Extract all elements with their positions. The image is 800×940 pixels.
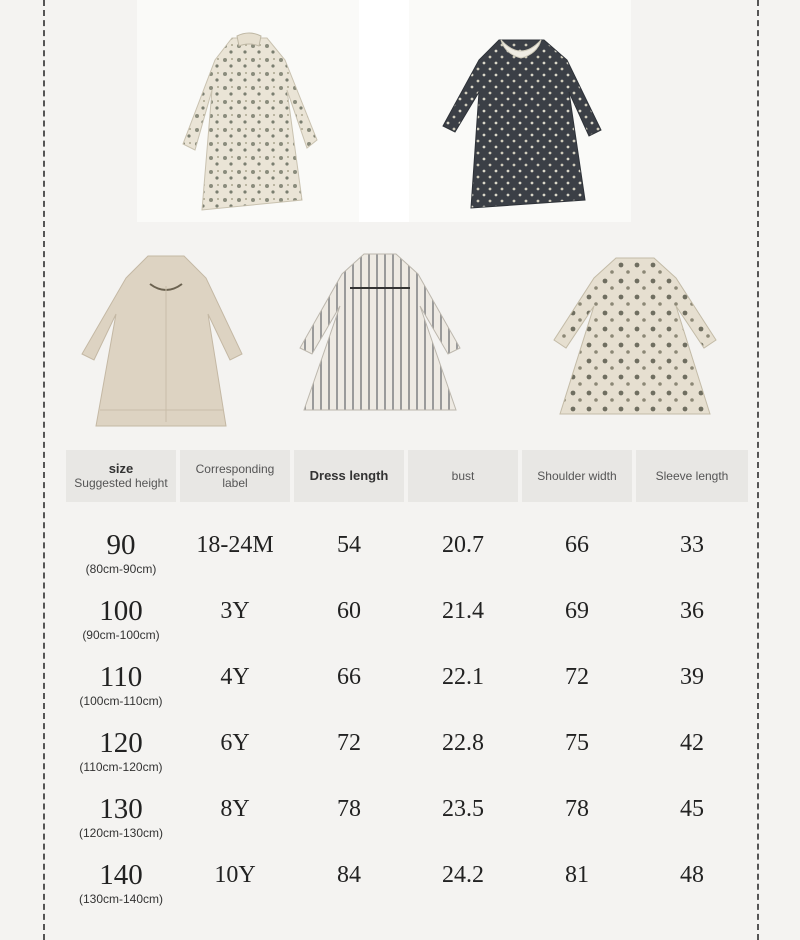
header-sleeve-length <box>636 450 748 502</box>
header-bust <box>408 450 518 502</box>
header-suggested-height: Suggested height <box>74 476 168 490</box>
row-label: 3Y <box>220 598 250 624</box>
row-dress-length: 54 <box>337 532 361 558</box>
row-height: (80cm-90cm) <box>85 562 157 576</box>
row-bust: 21.4 <box>442 598 484 624</box>
navy-dot-collar-dress-photo <box>409 0 631 222</box>
row-shoulder: 72 <box>565 664 589 690</box>
header-bust-text: bust <box>451 469 475 483</box>
left-dashed-border <box>43 0 45 940</box>
row-dress-length: 84 <box>337 862 361 888</box>
row-sleeve: 42 <box>680 730 704 756</box>
row-dress-length: 78 <box>337 796 361 822</box>
header-shoulder-width <box>522 450 632 502</box>
row-bust: 22.8 <box>442 730 484 756</box>
header-corresponding-label <box>180 450 290 502</box>
row-dress-length: 66 <box>337 664 361 690</box>
header-sleeve-length-text: Sleeve length <box>655 469 729 483</box>
row-shoulder: 66 <box>565 532 589 558</box>
header-corresponding-line2: label <box>222 476 248 490</box>
row-height: (110cm-120cm) <box>79 760 163 774</box>
beige-embroidered-dress-photo <box>66 244 266 444</box>
header-size-label: size <box>108 461 134 476</box>
row-bust: 24.2 <box>442 862 484 888</box>
row-sleeve: 39 <box>680 664 704 690</box>
row-sleeve: 48 <box>680 862 704 888</box>
row-height: (120cm-130cm) <box>78 826 164 840</box>
row-bust: 22.1 <box>442 664 484 690</box>
row-size: 100 <box>99 595 143 627</box>
row-dress-length: 60 <box>337 598 361 624</box>
row-label: 4Y <box>220 664 250 690</box>
row-bust: 23.5 <box>442 796 484 822</box>
row-height: (130cm-140cm) <box>78 892 164 906</box>
header-dress-length <box>294 450 404 502</box>
row-height: (100cm-110cm) <box>79 694 163 708</box>
row-sleeve: 33 <box>680 532 704 558</box>
row-size: 130 <box>99 793 143 825</box>
header-size <box>66 450 176 502</box>
row-size: 120 <box>99 727 143 759</box>
row-label: 6Y <box>220 730 250 756</box>
row-shoulder: 81 <box>565 862 589 888</box>
row-size: 140 <box>99 859 143 891</box>
row-sleeve: 45 <box>680 796 704 822</box>
floral-ruffle-dress-photo <box>520 244 750 444</box>
striped-dress-photo <box>280 244 480 444</box>
row-label: 8Y <box>220 796 250 822</box>
top-photo-panel <box>137 0 631 222</box>
row-sleeve: 36 <box>680 598 704 624</box>
row-shoulder: 75 <box>565 730 589 756</box>
row-shoulder: 69 <box>565 598 589 624</box>
row-height: (90cm-100cm) <box>82 628 160 642</box>
right-dashed-border <box>757 0 759 940</box>
row-size: 90 <box>106 529 136 561</box>
row-size: 110 <box>99 661 143 693</box>
header-shoulder-width-text: Shoulder width <box>537 469 617 483</box>
row-label: 10Y <box>214 862 256 888</box>
row-label: 18-24M <box>196 532 274 558</box>
cream-floral-dress-photo <box>137 0 359 222</box>
row-dress-length: 72 <box>337 730 361 756</box>
header-dress-length-text: Dress length <box>309 468 389 483</box>
row-shoulder: 78 <box>565 796 589 822</box>
header-corresponding-line1: Corresponding <box>195 462 275 476</box>
row-bust: 20.7 <box>442 532 484 558</box>
